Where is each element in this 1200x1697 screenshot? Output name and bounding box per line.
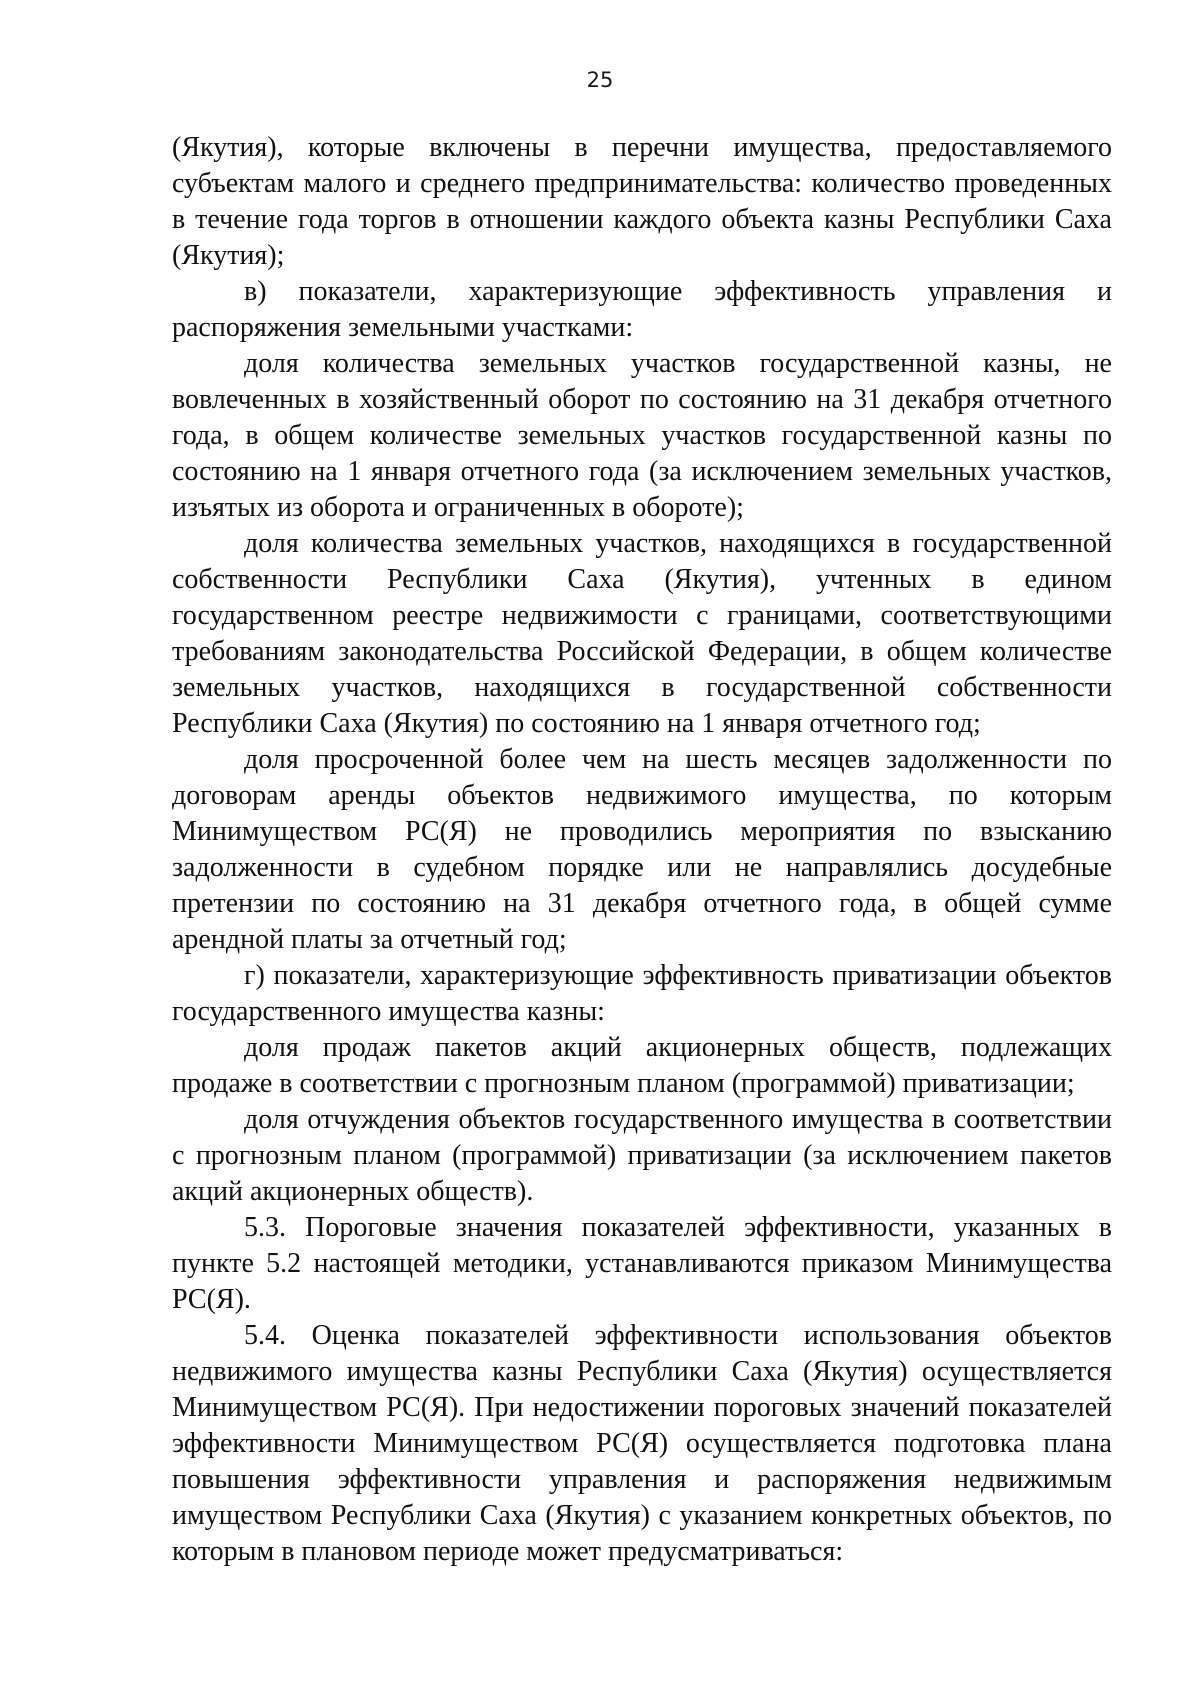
paragraph-4: доля количества земельных участков, находящихся в государственной собственности Республики Саха (Якутия), учтенных в едином государственном реестре недвижимости с границами, соответствующими требованиям законодательства Российской Федерации, в общем количестве земельных участков, находящихся в государственной собственности Республики Саха (Якутия) по состоянию на 1 января отчетного год;: [172, 528, 1112, 739]
paragraph-10: 5.4. Оценка показателей эффективности использования объектов недвижимого имущества казны Республики Саха (Якутия) осуществляется Минимуществом РС(Я). При недостижении пороговых значений показателей эффективности Минимуществом РС(Я) осуществляется подготовка плана повышения эффективности управления и распоряжения недвижимым имуществом Республики Саха (Якутия) с указанием конкретных объектов, по которым в плановом периоде может предусматриваться:: [172, 1320, 1112, 1567]
paragraph-1: (Якутия), которые включены в перечни имущества, предоставляемого субъектам малого и среднего предпринимательства: количество проведенных в течение года торгов в отношении каждого объекта казны Республики Саха (Якутия);: [172, 132, 1112, 271]
paragraph-9: 5.3. Пороговые значения показателей эффективности, указанных в пункте 5.2 настоящей методики, устанавливаются приказом Минимущества РС(Я).: [172, 1212, 1112, 1315]
page-number: 25: [586, 68, 614, 92]
paragraph-8: доля отчуждения объектов государственного имущества в соответствии с прогнозным планом (программой) приватизации (за исключением пакетов акций акционерных обществ).: [172, 1104, 1112, 1207]
paragraph-5: доля просроченной более чем на шесть месяцев задолженности по договорам аренды объектов недвижимого имущества, по которым Минимуществом РС(Я) не проводились мероприятия по взысканию задолженности в судебном порядке или не направлялись досудебные претензии по состоянию на 31 декабря отчетного года, в общей сумме арендной платы за отчетный год;: [172, 744, 1112, 955]
paragraph-6: г) показатели, характеризующие эффективность приватизации объектов государственного имущества казны:: [172, 960, 1112, 1027]
paragraph-3: доля количества земельных участков государственной казны, не вовлеченных в хозяйственный оборот по состоянию на 31 декабря отчетного года, в общем количестве земельных участков государственной казны по состоянию на 1 января отчетного года (за исключением земельных участков, изъятых из оборота и ограниченных в обороте);: [172, 348, 1112, 523]
document-body: [172, 130, 1112, 1570]
paragraph-7: доля продаж пакетов акций акционерных обществ, подлежащих продаже в соответствии с прогнозным планом (программой) приватизации;: [172, 1032, 1112, 1099]
paragraph-2: в) показатели, характеризующие эффективность управления и распоряжения земельными участками:: [172, 276, 1112, 343]
